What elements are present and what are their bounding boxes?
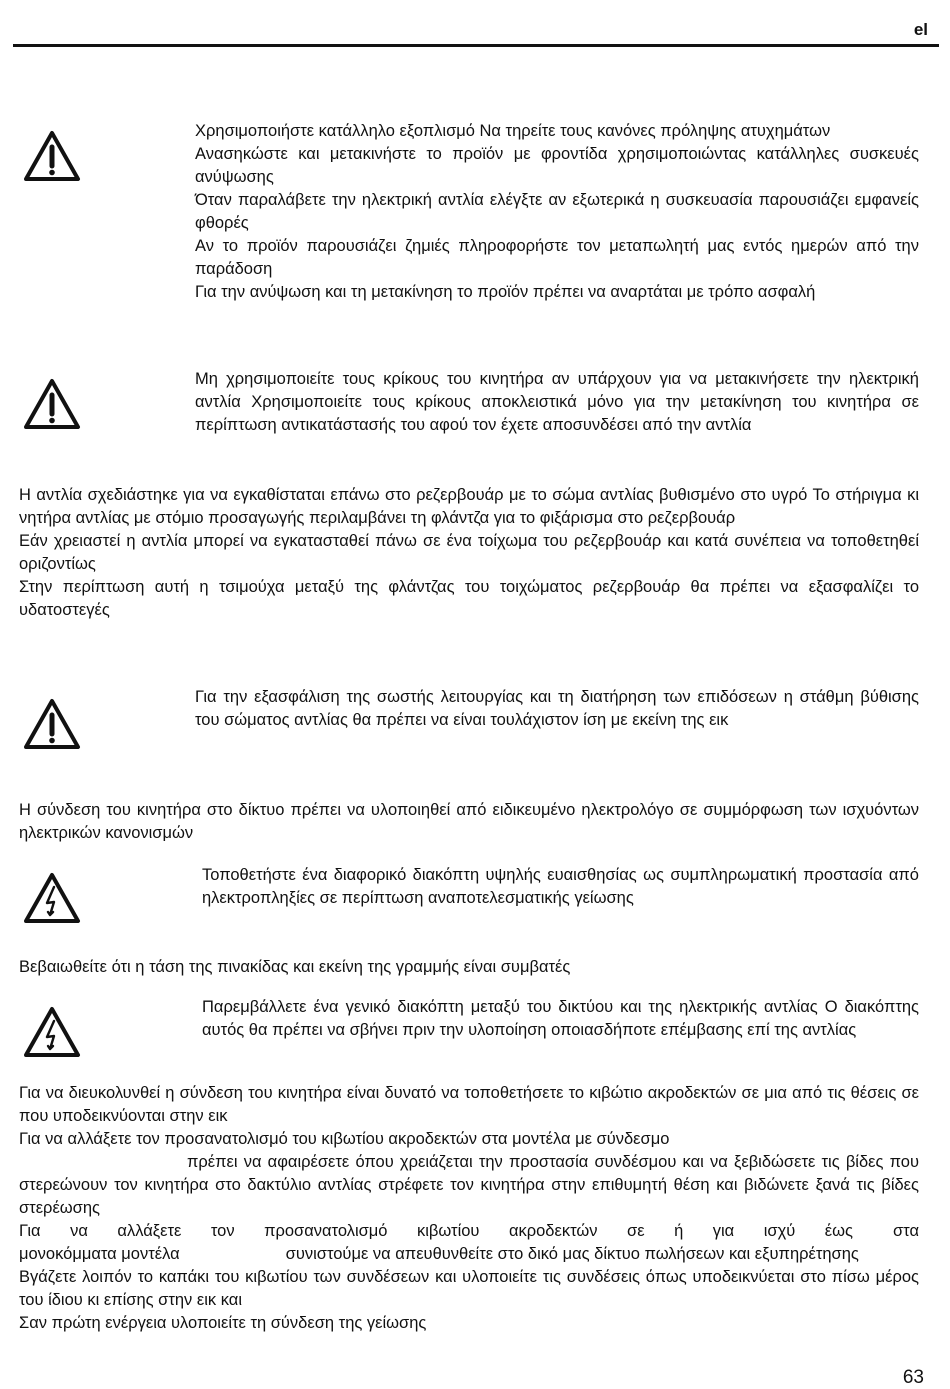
warning-triangle-icon	[23, 698, 81, 750]
paragraph: Χρησιμοποιήστε κατάλληλο εξοπλισμό Να τηρείτε τους κανόνες πρόληψης ατυχημάτων	[195, 122, 831, 140]
electric-hazard-icon	[23, 872, 81, 924]
language-code: el	[913, 20, 928, 39]
immersion-level-warning	[195, 686, 919, 732]
voltage-check-text	[19, 956, 919, 979]
paragraph: Παρεμβάλλετε ένα γενικό διακόπτη μεταξύ του δικτύου και της ηλεκτρικής αντλίας Ο διακόπτης αυτός θα πρέπει να σβήνει πριν την υλοποίηση οποιασδήποτε επέμβασης επί της αντλίας	[202, 998, 919, 1039]
page-number: 63	[902, 1367, 924, 1388]
text-span: μονοκόμματα μοντέλα	[19, 1245, 180, 1263]
paragraph: Στην περίπτωση αυτή η τσιμούχα μεταξύ της φλάντζας του τοιχώματος ρεζερβουάρ θα πρέπει να εξασφαλίζει το υδατοστεγές	[19, 578, 919, 619]
paragraph: Ανασηκώστε και μετακινήστε το προϊόν με φροντίδα χρησιμοποιώντας κατάλληλες συσκευές ανύψωσης	[195, 145, 919, 186]
text-span: στα	[892, 1222, 919, 1240]
paragraph: Τοποθετήστε ένα διαφορικό διακόπτη υψηλής ευαισθησίας ως συμπληρωματική προστασία από ηλεκτροπληξίες σε περίπτωση αναποτελεσματικής γείωσης	[202, 866, 919, 907]
installation-text	[19, 484, 919, 622]
paragraph: Για να αλλάξετε τον προσανατολισμό του κιβωτίου ακροδεκτών στα μοντέλα με σύνδεσμο	[19, 1130, 670, 1148]
text-span: Για να αλλάξετε τον προσανατολισμό κιβωτίου ακροδεκτών σε ή για ισχύ έως	[19, 1222, 853, 1240]
handling-instructions	[195, 120, 919, 304]
paragraph: Για την ανύψωση και τη μετακίνηση το προϊόν πρέπει να αναρτάται με τρόπο ασφαλή	[195, 283, 816, 301]
main-switch-warning	[202, 996, 919, 1042]
paragraph: Βεβαιωθείτε ότι η τάση της πινακίδας και εκείνη της γραμμής είναι συμβατές	[19, 958, 571, 976]
warning-triangle-icon	[23, 130, 81, 182]
paragraph: Η αντλία σχεδιάστηκε για να εγκαθίσταται επάνω στο ρεζερβουάρ με το σώμα αντλίας βυθισμένο στο υγρό Το στήριγμα κι νητήρα αντλίας με στόμιο προσαγωγής περιλαμβάνει τη φλάντζα για το φιξάρισμα στο ρεζερβουάρ	[19, 486, 919, 527]
paragraph: Αν το προϊόν παρουσιάζει ζημιές πληροφορήστε τον μεταπωλητή μας εντός ημερών από την παράδοση	[195, 237, 919, 278]
paragraph	[19, 1220, 919, 1243]
paragraph: Εάν χρειαστεί η αντλία μπορεί να εγκατασταθεί πάνω σε ένα τοίχωμα του ρεζερβουάρ και κατά συνέπεια να τοποθετηθεί οριζοντίως	[19, 532, 919, 573]
paragraph: Σαν πρώτη ενέργεια υλοποιείτε τη σύνδεση της γείωσης	[19, 1314, 427, 1332]
warning-triangle-icon	[23, 378, 81, 430]
text-span: συνιστούμε να απευθυνθείτε στο δικό μας δίκτυο πωλήσεων και εξυπηρέτησης	[285, 1245, 859, 1263]
paragraph: Μη χρησιμοποιείτε τους κρίκους του κινητήρα αν υπάρχουν για να μετακινήσετε την ηλεκτρική αντλία Χρησιμοποιείτε τους κρίκους αποκλειστικά μόνο για την μετακίνηση του κινητήρα σε περίπτωση αντικατάστασής του αφού τον έχετε αποσυνδέσει από την αντλία	[195, 370, 919, 434]
paragraph: Η σύνδεση του κινητήρα στο δίκτυο πρέπει να υλοποιηθεί από ειδικευμένο ηλεκτρολόγο σε συμμόρφωση των ισχυόντων ηλεκτρικών κανονισμών	[19, 801, 919, 842]
electrical-connection-text	[19, 799, 919, 845]
header-rule	[13, 44, 939, 47]
paragraph: πρέπει να αφαιρέσετε όπου χρειάζεται την προστασία συνδέσμου και να ξεβιδώσετε τις βίδες που στερεώνουν τον κινητήρα στο δακτύλιο αντλίας στρέφετε τον κινητήρα στην επιθυμητή θέση και βιδώνετε ξανά τις βίδες στερέωσης	[19, 1153, 919, 1217]
electric-hazard-icon	[23, 1006, 81, 1058]
paragraph	[19, 1243, 919, 1266]
paragraph: Βγάζετε λοιπόν το καπάκι του κιβωτίου των συνδέσεων και υλοποιείτε τις συνδέσεις όπως υποδεικνύεται στο πίσω μέρος του ίδιου κι επίσης στην εικ και	[19, 1268, 919, 1309]
differential-switch-warning	[202, 864, 919, 910]
terminal-box-text	[19, 1082, 919, 1335]
lifting-rings-warning	[195, 368, 919, 437]
paragraph: Όταν παραλάβετε την ηλεκτρική αντλία ελέγξτε αν εξωτερικά η συσκευασία παρουσιάζει εμφανείς φθορές	[195, 191, 919, 232]
paragraph: Για την εξασφάλιση της σωστής λειτουργίας και τη διατήρηση των επιδόσεων η στάθμη βύθισης του σώματος αντλίας θα πρέπει να είναι τουλάχιστον ίση με εκείνη της εικ	[195, 688, 919, 729]
paragraph: Για να διευκολυνθεί η σύνδεση του κινητήρα είναι δυνατό να τοποθετήσετε το κιβώτιο ακροδεκτών σε μια από τις θέσεις σε που υποδεικνύονται στην εικ	[19, 1084, 919, 1125]
